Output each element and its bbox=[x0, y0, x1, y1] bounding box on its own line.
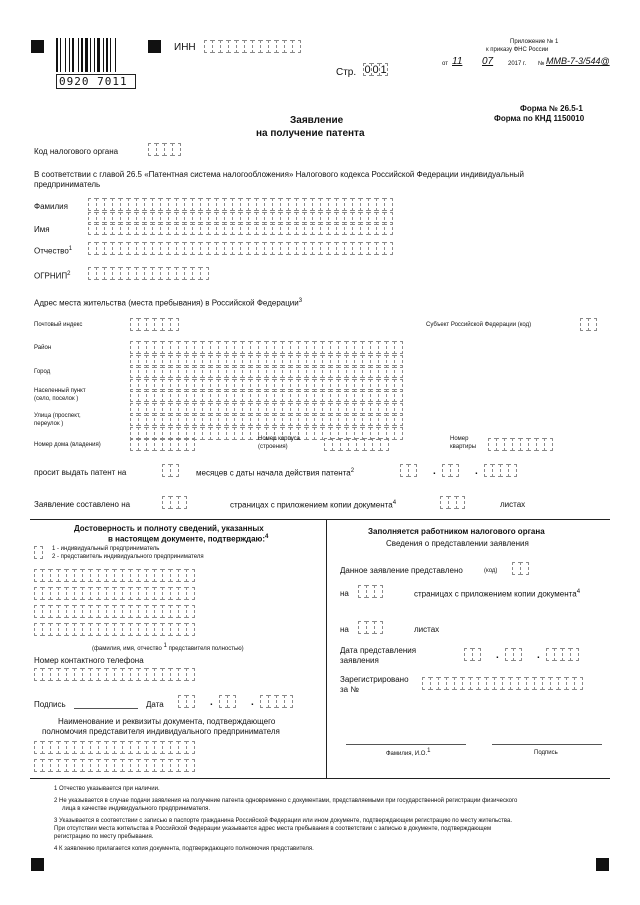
corner-marker-top-left bbox=[31, 40, 44, 53]
input-cell bbox=[574, 677, 583, 690]
input-cell[interactable] bbox=[172, 143, 181, 156]
input-cell[interactable] bbox=[384, 222, 393, 235]
sign-month-cells[interactable] bbox=[219, 695, 235, 708]
input-cell[interactable] bbox=[394, 427, 403, 440]
footnote-4: 4 К заявлению прилагается копия документа, подтверждающего полномочия представителя. bbox=[54, 846, 314, 852]
page-label: Стр. bbox=[336, 67, 357, 78]
district-cells[interactable] bbox=[130, 341, 402, 354]
fio-caption bbox=[92, 643, 244, 652]
confirm-opt-2: 2 - представитель индивидуального предпринимателя bbox=[52, 554, 204, 560]
doc-title-2: полномочия представителя индивидуального предпринимателя bbox=[42, 727, 280, 736]
signature-line bbox=[74, 708, 138, 709]
address-title-text: Адрес места жительства (места пребывания) в Российской Федерации bbox=[34, 298, 299, 308]
tax-code-cells[interactable] bbox=[148, 143, 180, 156]
input-cell[interactable] bbox=[450, 464, 459, 477]
office-sign-label: Подпись bbox=[534, 750, 558, 756]
registered-cells bbox=[422, 677, 582, 690]
inn-cells[interactable] bbox=[204, 40, 300, 53]
input-cell[interactable] bbox=[544, 438, 553, 451]
footnote-ref: 3 bbox=[298, 298, 303, 304]
ogrnip-text: ОГРНИП bbox=[34, 271, 68, 281]
postcode-label: Почтовый индекс bbox=[34, 322, 83, 328]
footnote-1: 1 Отчество указывается при наличии. bbox=[54, 786, 160, 792]
footnote-ref: 1 bbox=[163, 643, 167, 649]
confirm-opt-1: 1 - индивидуальный предприниматель bbox=[52, 546, 160, 552]
footnote-2-text: Не указывается в случае подачи заявления на получение патента одновременно с документами, представляемыми при государственной регистрации физического bbox=[59, 798, 518, 804]
doc-title: Наименование и реквизиты документа, подтверждающего bbox=[58, 717, 276, 726]
inn-label: ИНН bbox=[174, 42, 196, 53]
input-cell[interactable] bbox=[200, 267, 209, 280]
title-line2: на получение патента bbox=[256, 128, 365, 139]
ogrnip-cells[interactable] bbox=[88, 267, 208, 280]
sign-year-cells[interactable] bbox=[260, 695, 292, 708]
flat-cells[interactable] bbox=[488, 438, 552, 451]
flat-label: Номер bbox=[450, 436, 469, 442]
surname-cells[interactable] bbox=[88, 198, 392, 211]
submitted-code-cells bbox=[512, 562, 528, 575]
date-separator: . bbox=[210, 697, 213, 708]
input-cell[interactable] bbox=[394, 389, 403, 402]
office-month-cells bbox=[505, 648, 521, 661]
footnote-divider bbox=[30, 778, 610, 779]
fio-cells-3[interactable] bbox=[34, 605, 194, 618]
input-cell[interactable] bbox=[508, 464, 517, 477]
postcode-cells[interactable] bbox=[130, 318, 178, 331]
locality-label-2: (село, поселок ) bbox=[34, 396, 79, 402]
sheets-cells[interactable] bbox=[440, 496, 464, 509]
locality-cells[interactable] bbox=[130, 389, 402, 402]
input-cell[interactable] bbox=[292, 40, 301, 53]
start-month-cells[interactable] bbox=[442, 464, 458, 477]
registered-label-2: за № bbox=[340, 685, 359, 694]
input-cell[interactable] bbox=[394, 365, 403, 378]
confirm-type-cell[interactable] bbox=[34, 546, 42, 559]
order-from: от bbox=[442, 61, 448, 67]
input-cell bbox=[374, 585, 383, 598]
input-cell[interactable] bbox=[186, 569, 195, 582]
office-fio-text: Фамилия, И.О. bbox=[386, 751, 428, 757]
input-cell[interactable] bbox=[178, 496, 187, 509]
intro-text: В соответствии с главой 26.5 «Патентная система налогообложения» Налогового кодекса Российской Федерации индивидуальный bbox=[34, 170, 524, 179]
input-cell[interactable] bbox=[284, 695, 293, 708]
registered-label: Зарегистрировано bbox=[340, 675, 409, 684]
office-day-cells bbox=[464, 648, 480, 661]
region-label: Субъект Российской Федерации (код) bbox=[426, 322, 532, 328]
input-cell[interactable] bbox=[380, 438, 389, 451]
input-cell bbox=[374, 621, 383, 634]
footnote-ref: 1 bbox=[68, 246, 73, 252]
request-label-2 bbox=[196, 468, 354, 478]
months-cells[interactable] bbox=[162, 464, 178, 477]
page-cells bbox=[363, 63, 387, 76]
footnote-2b: лица в качестве индивидуального предпринимателя. bbox=[62, 806, 211, 812]
footnote-ref: 1 bbox=[427, 748, 431, 754]
corner-marker-bottom-right bbox=[596, 858, 609, 871]
request-label: просит выдать патент на bbox=[34, 468, 127, 477]
building-label-2: (строения) bbox=[258, 444, 288, 450]
street-label: Улица (проспект, bbox=[34, 413, 81, 419]
sign-line bbox=[492, 744, 602, 745]
office-pages-label bbox=[414, 589, 580, 599]
footnote-3-text: Указывается в соответствии с записью в паспорте гражданина Российской Федерации или ином документе, подтверждающем регистрацию по месту жительства. bbox=[59, 818, 513, 824]
form-number: Форма № 26.5-1 bbox=[520, 104, 583, 113]
input-cell[interactable] bbox=[186, 587, 195, 600]
ogrnip-label bbox=[34, 271, 71, 281]
city-cells[interactable] bbox=[130, 365, 402, 378]
footnote-ref: 4 bbox=[392, 500, 397, 506]
input-cell[interactable] bbox=[186, 668, 195, 681]
pages-label-3: листах bbox=[500, 500, 526, 509]
order-no-label: № bbox=[538, 61, 545, 67]
pages-label-2 bbox=[230, 500, 396, 510]
date-separator: . bbox=[433, 466, 436, 477]
corner-marker-bottom-left bbox=[31, 858, 44, 871]
footnote-4-text: К заявлению прилагается копия документа, подтверждающего полномочия представителя. bbox=[59, 846, 314, 852]
doc-cells-1[interactable] bbox=[34, 741, 194, 754]
input-cell bbox=[570, 648, 579, 661]
locality-label: Населенный пункт bbox=[34, 388, 86, 394]
input-cell[interactable] bbox=[186, 695, 195, 708]
office-on-label: на bbox=[340, 589, 349, 598]
order-month: 07 bbox=[482, 56, 494, 67]
title-line1: Заявление bbox=[290, 115, 344, 126]
patronymic-text: Отчество bbox=[34, 246, 69, 256]
footnote-1-text: Отчество указывается при наличии. bbox=[59, 786, 160, 792]
name-label: Имя bbox=[34, 225, 50, 234]
office-on-label-2: на bbox=[340, 625, 349, 634]
confirm-title: Достоверность и полноту сведений, указанных bbox=[74, 524, 264, 533]
street-label-2: переулок ) bbox=[34, 421, 64, 427]
surname-label: Фамилия bbox=[34, 202, 68, 211]
input-cell[interactable] bbox=[394, 413, 403, 426]
footnote-ref: 2 bbox=[67, 271, 71, 277]
code-label: (код) bbox=[484, 568, 498, 574]
flat-label-2: квартиры bbox=[450, 444, 477, 450]
intro-text-2: предприниматель bbox=[34, 180, 101, 189]
corner-marker-top-mid bbox=[148, 40, 161, 53]
date-separator: . bbox=[537, 650, 540, 661]
footnote-3c: регистрацию по месту пребывания. bbox=[54, 834, 154, 840]
input-cell[interactable] bbox=[394, 341, 403, 354]
knd-number: Форма по КНД 1150010 bbox=[494, 114, 585, 123]
order-ref: к приказу ФНС России bbox=[486, 47, 549, 53]
date-separator: . bbox=[496, 650, 499, 661]
sign-day-cells[interactable] bbox=[178, 695, 194, 708]
pages-text-2: страницах с приложением копии документа bbox=[230, 500, 393, 510]
input-cell[interactable] bbox=[227, 695, 236, 708]
input-cell[interactable] bbox=[384, 242, 393, 255]
footnote-3: 3 Указывается в соответствии с записью в паспорте гражданина Российской Федерации или ином документе, подтверждающем регистрацию по месту жительства. bbox=[54, 818, 513, 824]
address-title bbox=[34, 298, 302, 308]
building-label: Номер корпуса bbox=[258, 436, 301, 442]
input-cell[interactable] bbox=[186, 438, 195, 451]
patronymic-cells[interactable] bbox=[88, 242, 392, 255]
input-cell[interactable] bbox=[34, 546, 43, 559]
footnote-ref: 2 bbox=[350, 468, 355, 474]
signature-label: Подпись bbox=[34, 700, 66, 709]
phone-cells[interactable] bbox=[34, 668, 194, 681]
start-year-cells[interactable] bbox=[484, 464, 516, 477]
office-year-cells bbox=[546, 648, 578, 661]
input-cell bbox=[513, 648, 522, 661]
fio-cells-2[interactable] bbox=[34, 587, 194, 600]
barcode bbox=[56, 38, 136, 88]
date-separator: . bbox=[475, 466, 478, 477]
input-cell[interactable] bbox=[186, 605, 195, 618]
input-cell[interactable] bbox=[186, 759, 195, 772]
fio-caption-text-2: представителя полностью) bbox=[168, 646, 244, 652]
fio-caption-text: (фамилия, имя, отчество bbox=[92, 646, 162, 652]
footnote-ref: 4 bbox=[265, 534, 269, 540]
doc-cells-2[interactable] bbox=[34, 759, 194, 772]
confirm-title-2 bbox=[108, 534, 268, 544]
office-date-label: Дата представления bbox=[340, 646, 417, 655]
date-label: Дата bbox=[146, 700, 164, 709]
input-cell[interactable] bbox=[186, 741, 195, 754]
office-subtitle: Сведения о представлении заявления bbox=[386, 539, 529, 548]
footnote-3b: При отсутствии места жительства в Российской Федерации указывается адрес места пребывания в соответствии с записью в документе, подтверждающем bbox=[54, 826, 492, 832]
tax-code-label: Код налогового органа bbox=[34, 147, 119, 156]
start-day-cells[interactable] bbox=[400, 464, 416, 477]
appendix-label: Приложение № 1 bbox=[510, 39, 559, 45]
office-title: Заполняется работником налогового органа bbox=[368, 527, 545, 536]
office-sheets-cells bbox=[358, 621, 382, 634]
request-text-2: месяцев с даты начала действия патента bbox=[196, 468, 351, 478]
column-divider bbox=[326, 519, 327, 778]
input-cell[interactable] bbox=[456, 496, 465, 509]
fio-cells-4[interactable] bbox=[34, 623, 194, 636]
pages-cells[interactable] bbox=[162, 496, 186, 509]
name-cells[interactable] bbox=[88, 222, 392, 235]
input-cell[interactable] bbox=[170, 318, 179, 331]
barcode-number: 0920 7011 bbox=[56, 74, 136, 89]
section-divider bbox=[30, 519, 610, 520]
building-cells[interactable] bbox=[324, 438, 388, 451]
office-pages-cells bbox=[358, 585, 382, 598]
order-day: 11 bbox=[452, 56, 463, 67]
submitted-label: Данное заявление представлено bbox=[340, 566, 463, 575]
phone-label: Номер контактного телефона bbox=[34, 656, 144, 665]
input-cell[interactable] bbox=[408, 464, 417, 477]
footnote-ref: 4 bbox=[576, 589, 581, 595]
patronymic-label bbox=[34, 246, 72, 256]
fio-cells-1[interactable] bbox=[34, 569, 194, 582]
page-digit: 1 bbox=[380, 64, 387, 76]
input-cell bbox=[472, 648, 481, 661]
office-pages-text: страницах с приложением копии документа bbox=[414, 589, 577, 599]
footnote-2: 2 Не указывается в случае подачи заявления на получение патента одновременно с документами, представляемыми при государственной регистрации физического bbox=[54, 798, 518, 804]
page-digit: 0 bbox=[364, 64, 371, 76]
house-cells[interactable] bbox=[130, 438, 194, 451]
input-cell[interactable] bbox=[186, 623, 195, 636]
order-year: 2017 г. bbox=[508, 61, 527, 67]
input-cell[interactable] bbox=[588, 318, 597, 331]
office-fio-label bbox=[386, 748, 430, 757]
office-sheets-label: листах bbox=[414, 625, 440, 634]
house-label: Номер дома (владения) bbox=[34, 442, 101, 448]
region-cells[interactable] bbox=[580, 318, 596, 331]
pages-label: Заявление составлено на bbox=[34, 500, 131, 509]
street-cells[interactable] bbox=[130, 413, 402, 426]
district-label: Район bbox=[34, 345, 52, 351]
input-cell[interactable] bbox=[384, 198, 393, 211]
fio-line bbox=[346, 744, 466, 745]
page-digit: 0 bbox=[372, 64, 379, 76]
date-separator: . bbox=[251, 697, 254, 708]
input-cell[interactable] bbox=[170, 464, 179, 477]
order-no: ММВ-7-3/544@ bbox=[546, 56, 610, 66]
confirm-title-text: в настоящем документе, подтверждаю: bbox=[108, 534, 266, 544]
city-label: Город bbox=[34, 369, 51, 375]
office-date-label-2: заявления bbox=[340, 656, 379, 665]
input-cell bbox=[520, 562, 529, 575]
